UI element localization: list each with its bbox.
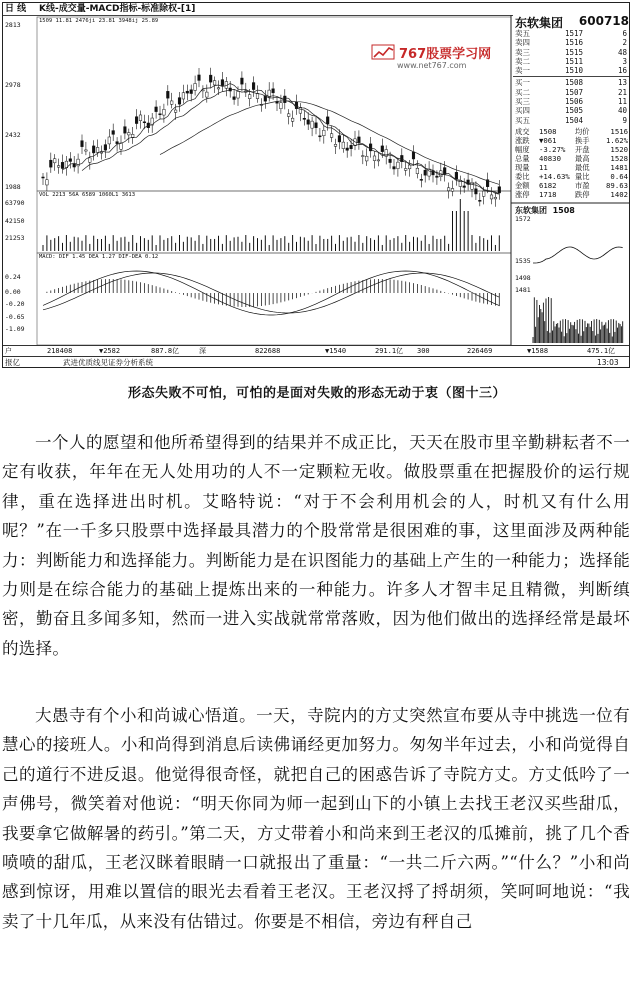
candle-body xyxy=(330,134,333,138)
candle-body xyxy=(206,92,209,97)
candle-body xyxy=(389,159,392,162)
stock-code: 600718 xyxy=(578,14,629,28)
status-time: 13:03 xyxy=(597,358,619,367)
candle-body xyxy=(326,117,329,124)
bid-row: 买二 1507 21 xyxy=(515,87,627,97)
candle-body xyxy=(303,118,306,119)
ask-row: 卖一 1510 16 xyxy=(515,66,627,76)
candle-body xyxy=(194,83,197,90)
stat-row: 现量 11 最低 1481 xyxy=(515,163,628,172)
candle-body xyxy=(81,141,84,147)
ask-row: 卖五 1517 6 xyxy=(515,29,627,38)
candle-body xyxy=(311,121,314,128)
candle-body xyxy=(334,144,337,146)
candle-body xyxy=(490,195,493,199)
candle-body xyxy=(100,152,103,153)
mini-chart-title: 东软集团 1508 xyxy=(515,206,575,215)
candle-body xyxy=(377,160,380,161)
candle-body xyxy=(85,150,88,151)
watermark-url: www.net767.com xyxy=(397,61,467,70)
candle-body xyxy=(404,168,407,170)
intraday-price-line xyxy=(533,247,623,263)
candle-body xyxy=(447,188,450,191)
status-software: 武进优质线见证券分析系统 xyxy=(63,358,153,367)
candle-body xyxy=(252,83,255,90)
candle-body xyxy=(233,97,236,100)
candle-body xyxy=(307,120,310,124)
candle-body xyxy=(350,145,353,148)
candle-body xyxy=(272,89,275,93)
bid-row: 买一 1508 13 xyxy=(515,78,627,88)
candle-body xyxy=(280,103,283,109)
price-label-2: 2978 xyxy=(5,81,21,89)
price-label-4: 1988 xyxy=(5,183,21,191)
body-paragraph-1: 一个人的愿望和他所希望得到的结果并不成正比，天天在股市里辛勤耕耘者不一定有收获，年年在无人处用功的人不一定颗粒无收。做股票重在把握股价的运行规律，重在选择进出时机。艾略特说：“对于不会利用机会的人，时机又有什么用呢？”在一千多只股票中选择最具潜力的个股常常是很困难的事，这里面涉及两种能力：判断能力和选择能力。判断能力是在识图能力的基础上产生的一种能力；选择能力则是在综合能力的基础上提炼出来的一种能力。许多人才智丰足且精微，判断缜密，勤奋且多闻多知，然而一进入实战就常常落败，因为他们做出的选择经常是最坏的选择。 xyxy=(2,433,630,658)
candle-body xyxy=(108,137,111,144)
candle-body xyxy=(381,146,384,152)
candle-body xyxy=(463,186,466,187)
macd-label-5: -1.09 xyxy=(5,325,25,333)
ask-row: 卖三 1515 48 xyxy=(515,47,627,57)
candle-body xyxy=(163,109,166,115)
volume-label-3: 21253 xyxy=(5,234,25,242)
candle-body xyxy=(412,152,415,159)
dea-line xyxy=(43,273,499,313)
order-book xyxy=(513,29,630,125)
site-watermark xyxy=(371,43,509,77)
candle-body xyxy=(416,168,419,173)
candle-body xyxy=(479,200,482,201)
candle-body xyxy=(73,164,76,167)
candle-body xyxy=(139,115,142,121)
candle-body xyxy=(217,88,220,89)
candle-body xyxy=(61,162,64,168)
candle-body xyxy=(46,180,49,185)
candle-body xyxy=(155,107,158,112)
status-bar xyxy=(3,356,629,368)
mini-label: 1481 xyxy=(515,286,531,294)
volume-label-1: 63790 xyxy=(5,199,25,207)
candle-body xyxy=(53,159,56,163)
candlesticks xyxy=(42,68,501,207)
candle-body xyxy=(213,81,216,85)
chart-period: 日 线 xyxy=(5,4,27,14)
candle-body xyxy=(104,145,107,150)
candle-body xyxy=(237,91,240,98)
candle-body xyxy=(116,142,119,144)
candle-body xyxy=(362,156,365,157)
candle-body xyxy=(494,197,497,199)
candle-body xyxy=(221,80,224,86)
chart-logo-icon xyxy=(371,43,397,61)
dif-line xyxy=(43,271,499,315)
market-index-bar: 户 218408 ▼2582 887.8亿 深 822688 ▼1540 291.1亿 300 226469 ▼1588 475.1亿 xyxy=(3,345,629,357)
stat-row: 总量 40830 最高 1528 xyxy=(515,154,628,163)
candle-body xyxy=(287,114,290,117)
candle-body xyxy=(135,117,138,124)
candle-body xyxy=(57,166,60,168)
candle-body xyxy=(143,122,146,123)
body-paragraph-2: 大愚寺有个小和尚诚心悟道。一天，寺院内的方丈突然宣布要从寺中挑选一位有慧心的接班人。小和尚得到消息后读佛诵经更加努力。匆匆半年过去，小和尚觉得自己的道行不进反退。他觉得很奇怪，就把自己的困惑告诉了寺院方丈。方丈低吟了一声佛号，微笑着对他说：“明天你同为师一起到山下的小镇上去找王老汉买些甜瓜，我要拿它做解暑的药引。”第二天，方丈带着小和尚来到王老汉的瓜摊前，挑了几个香喷喷的甜瓜，王老汉眯着眼睛一口就报出了重量：“一共二斤六两。”“什么？”小和尚感到惊讶，用难以置信的眼光去看着王老汉。王老汉捋了捋胡须，笑呵呵地说：“我卖了十几年瓜，从来没有估错过。你要是不相信，旁边有秤自己 xyxy=(2,706,630,931)
stat-row: 委比 +14.63% 量比 0.64 xyxy=(515,172,628,181)
candle-body xyxy=(159,114,162,115)
candle-body xyxy=(323,130,326,136)
candle-body xyxy=(174,110,177,112)
candle-body xyxy=(182,93,185,99)
mini-label: 1498 xyxy=(515,274,531,282)
candle-body xyxy=(198,75,201,80)
candle-body xyxy=(346,148,349,150)
stat-row: 幅度 -3.27% 开盘 1520 xyxy=(515,145,628,154)
mini-label: 1572 xyxy=(515,215,531,223)
candle-body xyxy=(92,146,95,153)
candle-body xyxy=(393,167,396,169)
candle-body xyxy=(498,187,501,193)
candle-body xyxy=(128,133,131,135)
candle-body xyxy=(420,179,423,180)
mini-label: 1535 xyxy=(515,257,531,265)
stat-row: 金额 6182 市盈 89.63 xyxy=(515,181,628,190)
watermark-title: 767股票学习网 xyxy=(399,47,492,62)
candle-body xyxy=(186,91,189,93)
order-book-divider xyxy=(513,76,630,77)
candle-body xyxy=(284,96,287,103)
candle-body xyxy=(338,136,341,142)
macd-histogram xyxy=(43,271,499,315)
candle-body xyxy=(319,136,322,137)
stock-chart-figure xyxy=(2,2,630,368)
macd-label-4: -0.65 xyxy=(5,313,25,321)
macd-label-2: 0.00 xyxy=(5,288,21,296)
candle-body xyxy=(42,177,45,178)
status-left: 报亿 xyxy=(5,358,20,367)
price-label-3: 2432 xyxy=(5,131,21,139)
candle-body xyxy=(365,156,368,161)
candle-body xyxy=(241,78,244,84)
bid-row: 买四 1505 40 xyxy=(515,106,627,116)
volume-bars xyxy=(43,199,499,251)
moving-average-line xyxy=(160,101,499,185)
candle-body xyxy=(291,118,294,121)
quote-stats xyxy=(513,127,630,199)
intraday-mini-chart xyxy=(533,247,623,343)
volume-header: VOL 2213 56A 6589 1060L1 3613 xyxy=(39,192,136,198)
candle-body xyxy=(408,165,411,169)
candle-body xyxy=(112,131,115,135)
candle-body xyxy=(475,189,478,194)
candle-body xyxy=(248,95,251,99)
macd-label-1: 0.24 xyxy=(5,273,21,281)
stat-row: 成交 1508 均价 1516 xyxy=(515,127,628,136)
candle-body xyxy=(482,191,485,196)
candle-body xyxy=(167,91,170,98)
candle-body xyxy=(436,176,439,177)
stock-header xyxy=(513,12,630,28)
candle-body xyxy=(178,98,181,104)
candle-body xyxy=(397,162,400,168)
stat-row: 涨跌 ▼061 换手 1.62% xyxy=(515,136,628,145)
price-label-1: 2813 xyxy=(5,21,21,29)
ask-row: 卖二 1511 3 xyxy=(515,56,627,66)
stock-name: 东软集团 xyxy=(515,16,564,30)
figure-caption: 形态失败不可怕，可怕的是面对失败的形态无动于衷（图十三） xyxy=(127,386,506,401)
bid-row: 买三 1506 11 xyxy=(515,97,627,107)
candle-body xyxy=(342,142,345,148)
candle-body xyxy=(190,90,193,94)
candle-body xyxy=(89,158,92,162)
candle-body xyxy=(50,160,53,167)
stat-row: 涨停 1718 跌停 1402 xyxy=(515,190,628,199)
chart-title: K线-成交量-MACD指标-标准除权-[1] xyxy=(39,4,196,14)
macd-header: MACD: DIF 1.45 DEA 1.27 DIF-DEA 0.12 xyxy=(39,254,159,260)
candle-body xyxy=(96,147,99,152)
bid-row: 买五 1504 9 xyxy=(515,115,627,125)
ask-row: 卖四 1516 2 xyxy=(515,38,627,48)
candle-body xyxy=(124,127,127,133)
candle-body xyxy=(451,188,454,191)
candle-body xyxy=(209,75,212,82)
macd-label-3: -0.20 xyxy=(5,300,25,308)
volume-label-2: 42150 xyxy=(5,217,25,225)
candle-body xyxy=(256,93,259,98)
ma-header: 1509 11.81 2476ji 23.81 3948ij 25.89 xyxy=(39,18,159,24)
candle-body xyxy=(455,172,458,179)
candle-body xyxy=(358,137,361,143)
candle-body xyxy=(424,170,427,175)
candle-body xyxy=(315,123,318,128)
candle-body xyxy=(373,156,376,161)
candle-body xyxy=(170,101,173,104)
candle-body xyxy=(69,159,72,162)
